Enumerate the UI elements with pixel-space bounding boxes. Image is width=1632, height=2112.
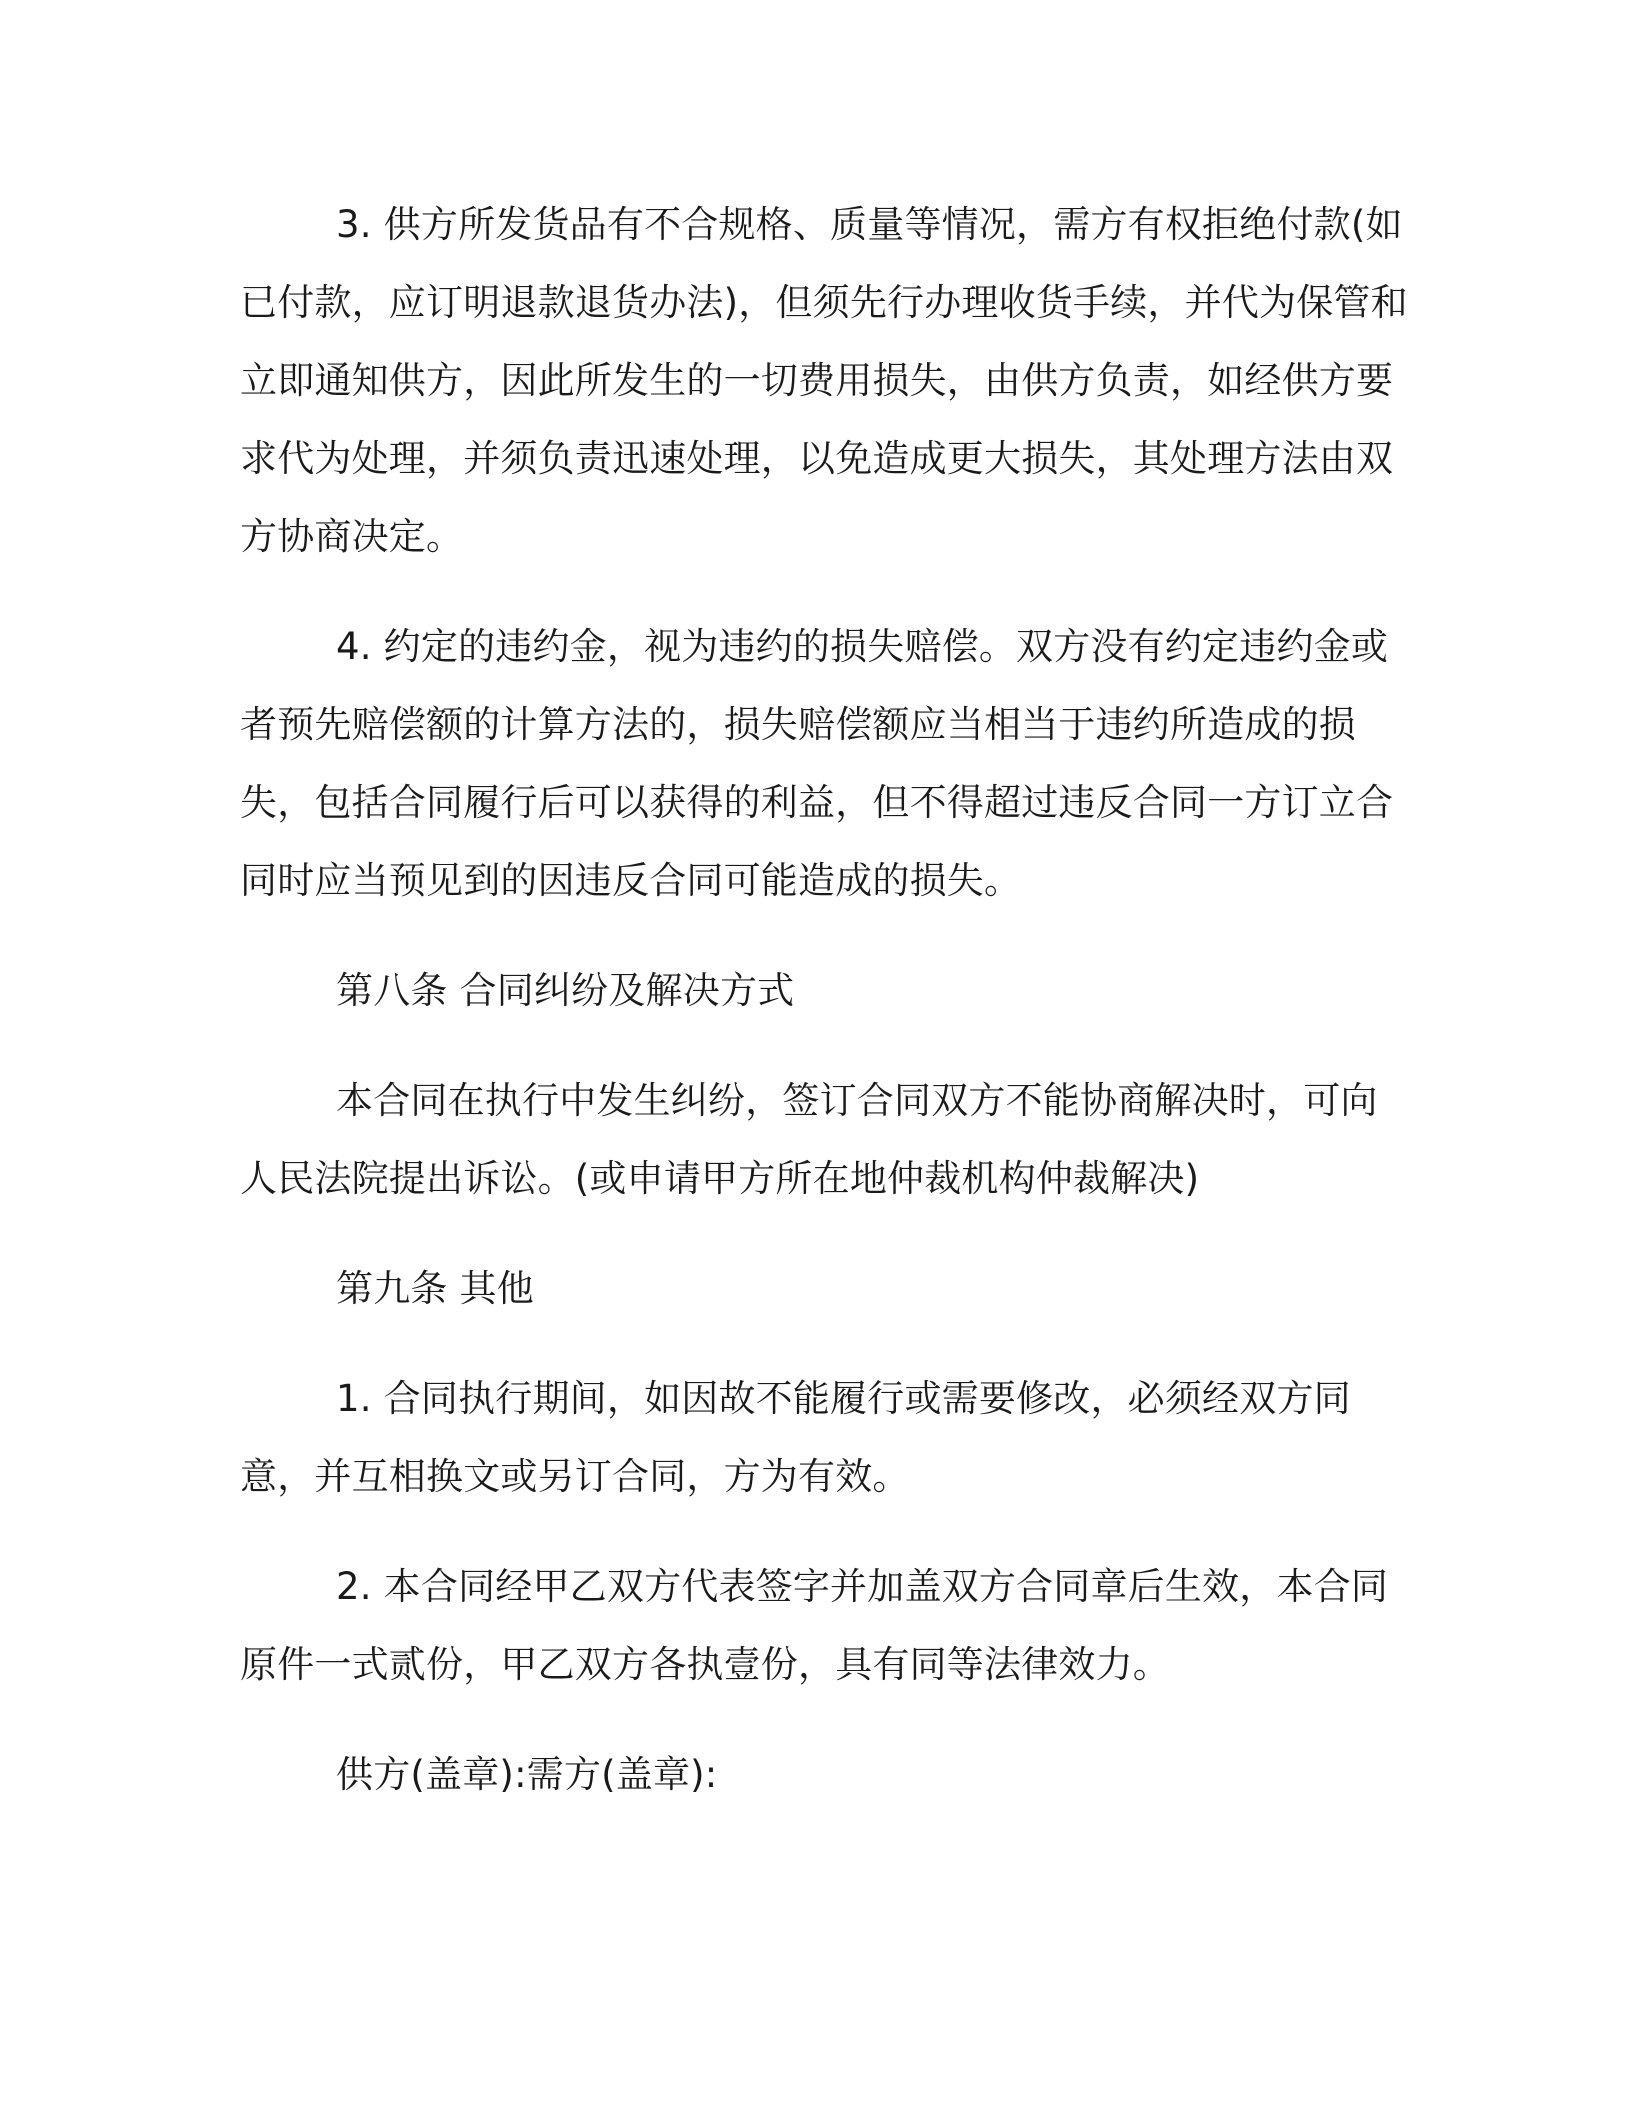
article-9-heading: 第九条 其他 [336,1267,534,1310]
document-body [240,186,1410,1814]
clause-3-paragraph: 3. 供方所发货品有不合规格、质量等情况，需方有权拒绝付款(如已付款，应订明退款退货办法)，但须先行办理收货手续，并代为保管和立即通知供方，因此所发生的一切费用损失，由供方负责，如经供方要求代为处理，并须负责迅速处理，以免造成更大损失，其处理方法由双方协商决定。 [240,203,1408,558]
article-8-heading: 第八条 合同纠纷及解决方式 [336,969,795,1012]
signature-line: 供方(盖章):需方(盖章): [336,1753,718,1796]
dispute-resolution-paragraph: 本合同在执行中发生纠纷，签订合同双方不能协商解决时，可向人民法院提出诉讼。(或申请甲方所在地仲裁机构仲裁解决) [240,1079,1378,1200]
other-clause-2-paragraph: 2. 本合同经甲乙双方代表签字并加盖双方合同章后生效，本合同原件一式贰份，甲乙双方各执壹份，具有同等法律效力。 [240,1565,1389,1686]
clause-4-paragraph: 4. 约定的违约金，视为违约的损失赔偿。双方没有约定违约金或者预先赔偿额的计算方法的，损失赔偿额应当相当于违约所造成的损失，包括合同履行后可以获得的利益，但不得超过违反合同一方订立合同时应当预见到的因违反合同可能造成的损失。 [240,625,1394,902]
other-clause-1-paragraph: 1. 合同执行期间，如因故不能履行或需要修改，必须经双方同意，并互相换文或另订合同，方为有效。 [240,1377,1351,1498]
